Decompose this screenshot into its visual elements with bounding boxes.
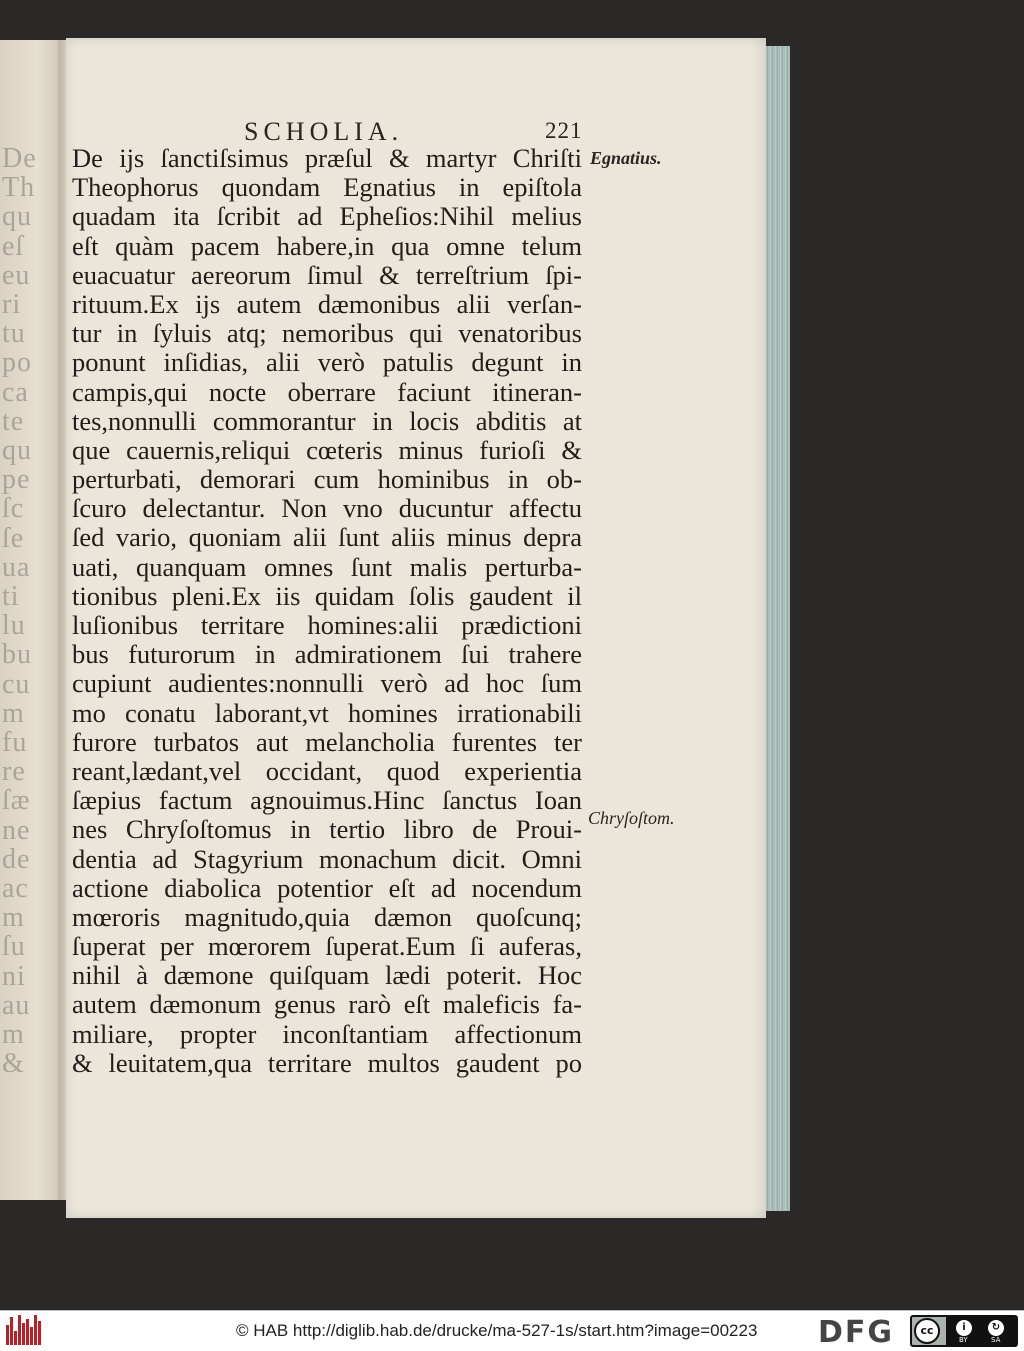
dfg-logo[interactable]: DFG bbox=[818, 1315, 895, 1350]
facing-page-ghost-text: ca bbox=[2, 376, 29, 408]
facing-page-ghost-text: ſu bbox=[2, 931, 26, 963]
text-line: ſcuro delectantur. Non vno ducuntur affectu bbox=[72, 493, 582, 524]
facing-page-ghost-text: de bbox=[2, 843, 31, 875]
logo-bar bbox=[38, 1321, 41, 1345]
text-line: actione diabolica potentior eſt ad nocendum bbox=[72, 872, 582, 903]
facing-page-ghost-text: eſ bbox=[2, 230, 25, 262]
marginal-note-egnatius: Egnatius. bbox=[590, 148, 662, 168]
facing-page-ghost-text: m bbox=[2, 902, 25, 934]
text-line: miliare, propter inconſtantiam affectionum bbox=[72, 1018, 582, 1049]
facing-page-ghost-text: qu bbox=[2, 435, 32, 466]
sa-label: SA bbox=[991, 1336, 1001, 1344]
facing-page-ghost-text: ac bbox=[2, 873, 29, 904]
facing-page-ghost-text: ſc bbox=[2, 493, 25, 525]
text-line: tes,nonnulli commorantur in locis abditis at bbox=[72, 405, 582, 436]
body-text bbox=[72, 144, 582, 1078]
text-line: cupiunt audientes:nonnulli verò ad hoc ſum bbox=[72, 668, 582, 699]
facing-page-edge bbox=[0, 40, 62, 1200]
cc-icon: cc bbox=[914, 1318, 940, 1344]
text-line: eſt quàm pacem habere,in qua omne telum bbox=[72, 230, 582, 261]
text-line: autem dæmonum genus rarò eſt maleficis fa- bbox=[72, 989, 582, 1020]
viewer-footer bbox=[0, 1310, 1024, 1351]
facing-page-ghost-text: m bbox=[2, 1019, 25, 1050]
page-block-edge bbox=[764, 46, 790, 1211]
facing-page-ghost-text: cu bbox=[2, 668, 31, 700]
running-title: SCHOLIA. bbox=[244, 117, 404, 146]
facing-page-ghost-text: De bbox=[2, 143, 37, 174]
share-alike-icon: ↻ bbox=[988, 1320, 1004, 1336]
facing-page-ghost-text: ua bbox=[2, 551, 31, 583]
facing-page-ghost-text: au bbox=[2, 989, 31, 1021]
text-line: mœroris magnitudo,quia dæmon quoſcunq; bbox=[72, 901, 582, 932]
facing-page-ghost-text: re bbox=[2, 756, 26, 788]
facing-page-ghost-text: eu bbox=[2, 259, 31, 291]
text-line: tionibus pleni.Ex iis quidam ſolis gaudent il bbox=[72, 580, 582, 611]
text-line: dentia ad Stagyrium monachum dicit. Omni bbox=[72, 843, 582, 874]
text-line: uati, quanquam omnes ſunt malis perturba- bbox=[72, 551, 582, 582]
text-line: quadam ita ſcribit ad Epheſios:Nihil melius bbox=[72, 201, 582, 232]
logo-bar bbox=[10, 1317, 13, 1345]
text-line: ſed vario, quoniam alii ſunt aliis minus depra bbox=[72, 522, 582, 553]
facing-page-ghost-text: fu bbox=[2, 727, 28, 758]
marginal-note-chrysostom: Chryſoſtom. bbox=[588, 808, 675, 828]
text-line: reant,lædant,vel occidant, quod experientia bbox=[72, 755, 582, 786]
facing-page-ghost-text: m bbox=[2, 697, 25, 729]
text-line: nes Chryſoſtomus in tertio libro de Proui- bbox=[72, 814, 582, 845]
facing-page-ghost-text: lu bbox=[2, 610, 26, 642]
text-line: furore turbatos aut melancholia furentes ter bbox=[72, 726, 582, 757]
facing-page-ghost-text: qu bbox=[2, 201, 32, 233]
facing-page-ghost-text: Th bbox=[2, 172, 36, 204]
text-line: campis,qui nocte oberrare faciunt itineran- bbox=[72, 376, 582, 407]
logo-bar bbox=[6, 1325, 9, 1345]
text-line: ſuperat per mœrorem ſuperat.Eum ſi auferas, bbox=[72, 931, 582, 962]
page-number: 221 bbox=[545, 118, 583, 143]
by-label: BY bbox=[959, 1336, 968, 1344]
facing-page-ghost-text: pe bbox=[2, 464, 31, 496]
hab-logo-icon[interactable] bbox=[6, 1315, 46, 1347]
facing-page-ghost-text: bu bbox=[2, 639, 32, 671]
facing-page-ghost-text: po bbox=[2, 347, 32, 379]
text-line: bus futurorum in admirationem ſui trahere bbox=[72, 639, 582, 670]
text-line: ponunt inſidias, alii verò patulis degunt in bbox=[72, 347, 582, 378]
facing-page-ghost-text: ri bbox=[2, 289, 22, 320]
text-line: & leuitatem,qua territare multos gaudent po bbox=[72, 1047, 582, 1078]
logo-bar bbox=[18, 1315, 21, 1345]
text-line: que cauernis,reliqui cœteris minus furioſi & bbox=[72, 434, 582, 465]
facing-page-ghost-text: & bbox=[2, 1048, 25, 1080]
text-line: ſæpius factum agnouimus.Hinc ſanctus Ioan bbox=[72, 785, 582, 816]
facing-page-ghost-text: tu bbox=[2, 318, 26, 350]
text-line: Theophorus quondam Egnatius in epiſtola bbox=[72, 172, 582, 203]
facing-page-ghost-text: ne bbox=[2, 814, 31, 846]
license-terms bbox=[946, 1317, 1016, 1345]
facing-page-ghost-text: te bbox=[2, 405, 25, 437]
facing-page-ghost-text: ti bbox=[2, 581, 20, 612]
facing-page-ghost-text: ſe bbox=[2, 522, 25, 554]
text-line: mo conatu laborant,vt homines irrationabili bbox=[72, 697, 582, 728]
logo-bar bbox=[22, 1323, 25, 1345]
facing-page-ghost-text: ni bbox=[2, 960, 26, 992]
attribution-icon: i bbox=[956, 1320, 972, 1336]
text-line: rituum.Ex ijs autem dæmonibus alii verſan- bbox=[72, 288, 582, 319]
text-line: tur in ſyluis atq; nemoribus qui venatoribus bbox=[72, 318, 582, 349]
logo-bar bbox=[14, 1331, 17, 1345]
cc-license-badge[interactable] bbox=[910, 1315, 1018, 1347]
text-line: luſionibus territare homines:alii prædictioni bbox=[72, 610, 582, 640]
facing-page-ghost-text: ſæ bbox=[2, 785, 31, 817]
logo-bar bbox=[34, 1315, 37, 1345]
text-line: euacuatur aereorum ſimul & terreſtrium ſpi- bbox=[72, 259, 582, 290]
text-line: nihil à dæmone quiſquam lædi poterit. Hoc bbox=[72, 960, 582, 991]
logo-bar bbox=[30, 1327, 33, 1345]
text-line: De ijs ſanctiſsimus præſul & martyr Chriſti bbox=[72, 143, 582, 173]
footer-credit-link[interactable]: © HAB http://diglib.hab.de/drucke/ma-527-1s/start.htm?image=00223 bbox=[236, 1321, 758, 1340]
text-line: perturbati, demorari cum hominibus in ob- bbox=[72, 464, 582, 495]
logo-bar bbox=[26, 1319, 29, 1345]
